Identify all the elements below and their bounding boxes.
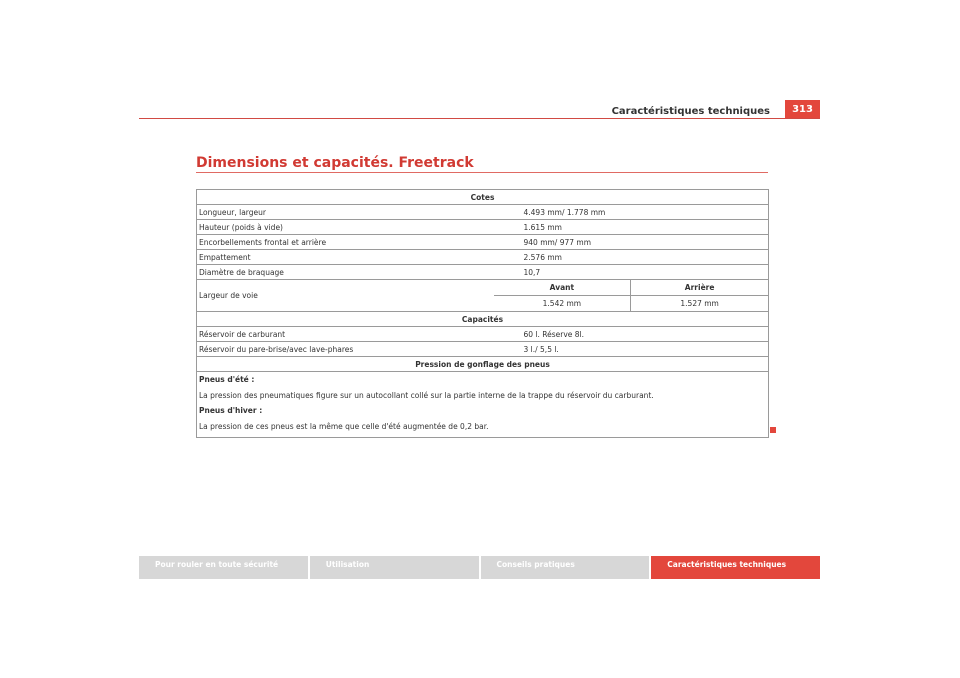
- section-title: Dimensions et capacités. Freetrack: [196, 155, 474, 171]
- footer-tab-caracteristiques[interactable]: Caractéristiques techniques: [651, 556, 820, 579]
- header-rule: [139, 118, 820, 119]
- cotes-heading: Cotes: [197, 190, 769, 205]
- table-row: [197, 220, 769, 235]
- specifications-table: [196, 189, 769, 438]
- footer-tab-utilisation[interactable]: Utilisation: [310, 556, 479, 579]
- end-marker-icon: [770, 427, 776, 433]
- row-label: Encorbellements frontal et arrière: [197, 235, 494, 250]
- row-label: Longueur, largeur: [197, 205, 494, 220]
- rear-value: 1.527 mm: [631, 296, 768, 312]
- winter-tyres-label: Pneus d'hiver :: [199, 406, 263, 415]
- pressure-heading: Pression de gonflage des pneus: [197, 357, 769, 372]
- front-value: 1.542 mm: [542, 299, 582, 308]
- header-title: Caractéristiques techniques: [611, 106, 770, 117]
- rear-heading: Arrière: [631, 280, 768, 296]
- summer-tyres-text: La pression des pneumatiques figure sur un autocollant collé sur la partie interne de la trappe du réservoir du carburant.: [199, 390, 654, 400]
- tyre-pressure-cell: [197, 372, 769, 438]
- row-value: 60 l. Réserve 8l.: [494, 327, 769, 342]
- footer-nav: [139, 556, 820, 579]
- row-value: 10,7: [494, 265, 769, 280]
- track-label: Largeur de voie: [197, 280, 494, 312]
- row-label: Hauteur (poids à vide): [197, 220, 494, 235]
- table-row: [197, 235, 769, 250]
- table-row: [197, 250, 769, 265]
- row-label: Réservoir du pare-brise/avec lave-phares: [197, 342, 494, 357]
- front-heading: Avant: [494, 280, 631, 296]
- row-value: 940 mm/ 977 mm: [494, 235, 769, 250]
- row-value: 4.493 mm/ 1.778 mm: [494, 205, 769, 220]
- table-row: [197, 265, 769, 280]
- table-row-track: [197, 280, 769, 312]
- row-value: 1.615 mm: [494, 220, 769, 235]
- table-row: [197, 327, 769, 342]
- capacites-heading: Capacités: [197, 312, 769, 327]
- section-rule: [196, 172, 768, 173]
- row-value: 2.576 mm: [494, 250, 769, 265]
- row-label: Diamètre de braquage: [197, 265, 494, 280]
- page-number: 313: [785, 100, 820, 118]
- table-row: [197, 205, 769, 220]
- row-label: Empattement: [197, 250, 494, 265]
- table-row: [197, 342, 769, 357]
- row-label: Réservoir de carburant: [197, 327, 494, 342]
- summer-tyres-label: Pneus d'été :: [199, 375, 255, 384]
- footer-tab-securite[interactable]: Pour rouler en toute sécurité: [139, 556, 308, 579]
- row-value: 3 l./ 5,5 l.: [494, 342, 769, 357]
- winter-tyres-text: La pression de ces pneus est la même que celle d'été augmentée de 0,2 bar.: [199, 421, 489, 431]
- footer-tab-conseils[interactable]: Conseils pratiques: [481, 556, 650, 579]
